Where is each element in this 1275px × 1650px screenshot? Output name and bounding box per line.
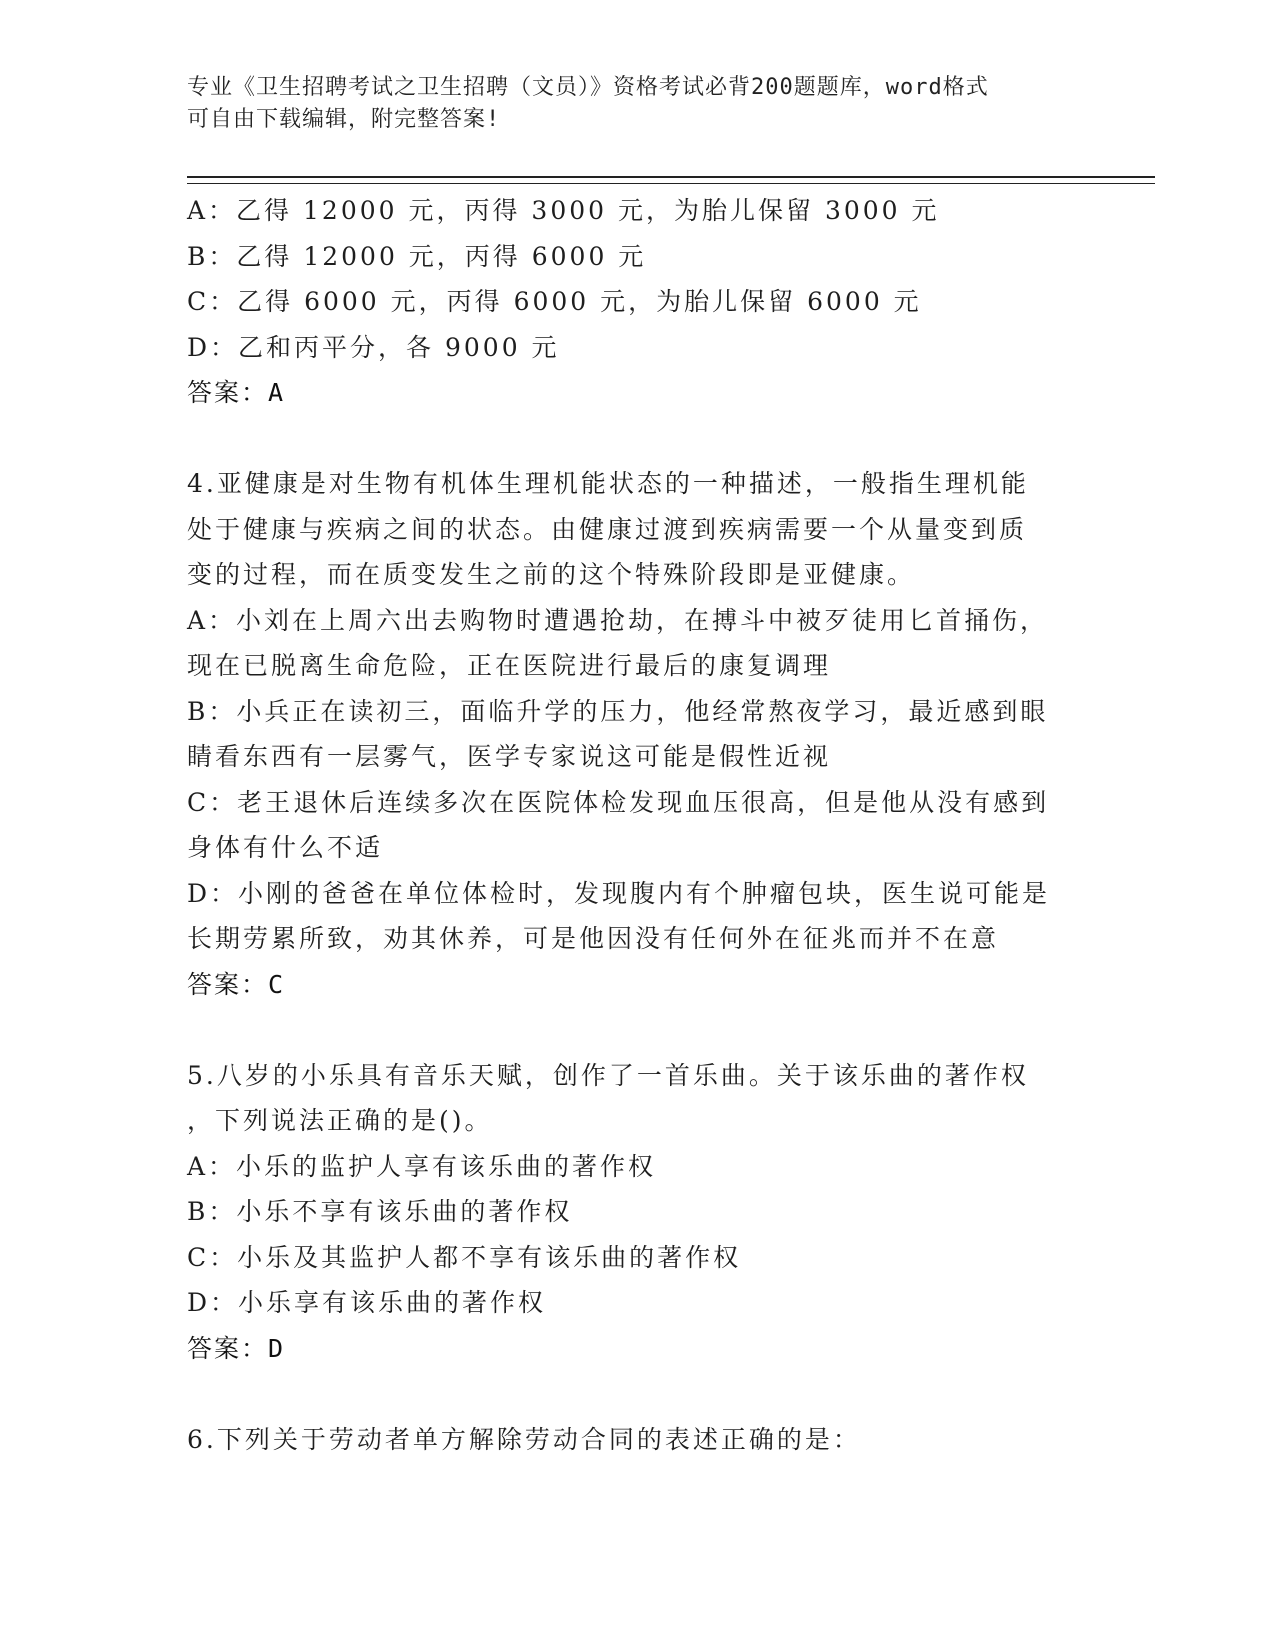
q5-stem-line-1: 5.八岁的小乐具有音乐天赋，创作了一首乐曲。关于该乐曲的著作权 <box>187 1060 1029 1090</box>
q4-option-c-line-2: 身体有什么不适 <box>187 833 384 862</box>
spacer <box>187 1371 1087 1417</box>
spacer <box>187 1007 1087 1053</box>
q3-answer-label: 答案： <box>187 378 269 407</box>
q3-answer <box>187 370 1087 416</box>
q3-option-a: A：乙得 12000 元，丙得 3000 元，为胎儿保留 3000 元 <box>187 196 940 225</box>
q4-option-a-line-1: A：小刘在上周六出去购物时遭遇抢劫，在搏斗中被歹徒用匕首捅伤， <box>187 605 1049 635</box>
q4-stem-line-2: 处于健康与疾病之间的状态。由健康过渡到疾病需要一个从量变到质 <box>187 514 1028 544</box>
q5-options <box>187 1144 1087 1326</box>
q4-options <box>187 598 1087 962</box>
q5-option-d: D：小乐享有该乐曲的著作权 <box>187 1288 547 1317</box>
q4-option-d-line-2: 长期劳累所致，劝其休养，可是他因没有任何外在征兆而并不在意 <box>187 924 1000 953</box>
q6-stem-line-1: 6.下列关于劳动者单方解除劳动合同的表述正确的是： <box>187 1424 861 1454</box>
q5-option-a: A：小乐的监护人享有该乐曲的著作权 <box>187 1151 657 1181</box>
q4-option-b-line-2: 睛看东西有一层雾气，医学专家说这可能是假性近视 <box>187 742 832 771</box>
q4-option-a-line-2: 现在已脱离生命危险，正在医院进行最后的康复调理 <box>187 651 832 680</box>
q5-stem <box>187 1053 1087 1144</box>
q3-answer-value: A <box>268 378 286 407</box>
header-title-line-2: 可自由下载编辑，附完整答案! <box>187 107 501 132</box>
page-header <box>187 72 1067 136</box>
q5-answer-label: 答案： <box>187 1333 269 1363</box>
q5-stem-line-2: ，下列说法正确的是()。 <box>187 1106 493 1135</box>
question-content <box>187 188 1087 1462</box>
q3-options <box>187 188 1087 370</box>
q3-option-c: C：乙得 6000 元，丙得 6000 元，为胎儿保留 6000 元 <box>187 287 922 316</box>
header-title-line-1: 专业《卫生招聘考试之卫生招聘（文员）》资格考试必背200题题库，word格式 <box>187 75 989 100</box>
q5-option-c: C：小乐及其监护人都不享有该乐曲的著作权 <box>187 1242 742 1272</box>
q4-stem-line-3: 变的过程，而在质变发生之前的这个特殊阶段即是亚健康。 <box>187 560 916 589</box>
q4-option-d-line-1: D：小刚的爸爸在单位体检时，发现腹内有个肿瘤包块，医生说可能是 <box>187 878 1051 908</box>
q4-stem-line-1: 4.亚健康是对生物有机体生理机能状态的一种描述，一般指生理机能 <box>187 469 1029 498</box>
q4-answer <box>187 962 1087 1008</box>
q4-answer-value: C <box>268 969 286 999</box>
q6-stem <box>187 1417 1087 1463</box>
q3-option-d: D：乙和丙平分，各 9000 元 <box>187 332 560 362</box>
q4-option-b-line-1: B：小兵正在读初三，面临升学的压力，他经常熬夜学习，最近感到眼 <box>187 696 1049 726</box>
spacer <box>187 416 1087 462</box>
q4-answer-label: 答案： <box>187 969 269 999</box>
q5-answer <box>187 1326 1087 1372</box>
q4-stem <box>187 461 1087 598</box>
q3-option-b: B：乙得 12000 元，丙得 6000 元 <box>187 241 647 271</box>
q5-option-b: B：小乐不享有该乐曲的著作权 <box>187 1197 573 1226</box>
header-divider <box>187 176 1155 184</box>
q5-answer-value: D <box>268 1333 286 1363</box>
q4-option-c-line-1: C：老王退休后连续多次在医院体检发现血压很高，但是他从没有感到 <box>187 787 1050 817</box>
